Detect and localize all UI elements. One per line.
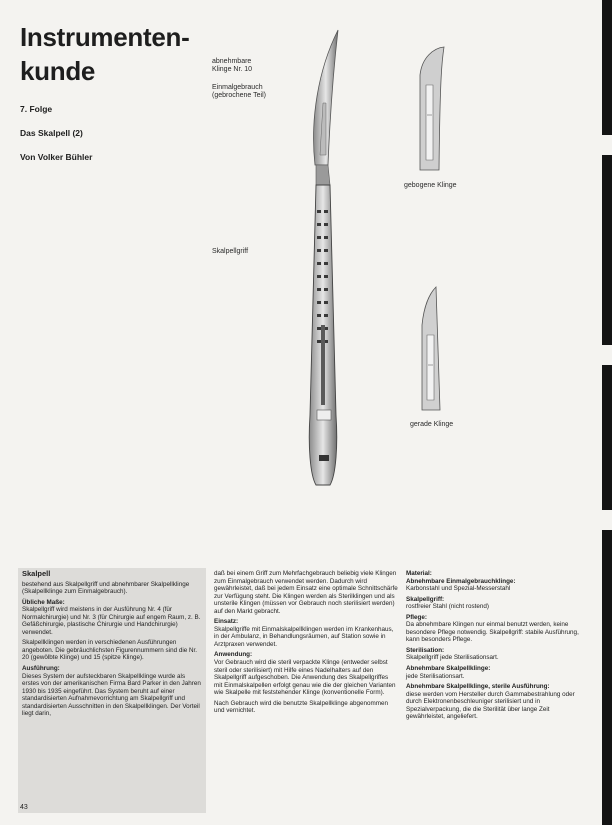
sizes-heading: Übliche Maße: (22, 598, 65, 606)
material-handle-text: rostfreier Stahl (nicht rostend) (406, 603, 489, 611)
material-blade-label: Abnehmbare Einmalgebrauchklinge: (406, 577, 516, 585)
right-column (406, 570, 586, 724)
sidebar-heading: Skalpell (22, 569, 51, 578)
middle-column (214, 570, 398, 718)
sterilisation-special-label: Abnehmbare Skalpellklinge, sterile Ausführung: (406, 683, 550, 691)
punch-hole (585, 345, 612, 365)
label-curved-blade: gebogene Klinge (404, 182, 457, 189)
title-line-2: kunde (20, 56, 96, 86)
after-use-text: Nach Gebrauch wird die benutzte Skalpellklinge abgenommen und vernichtet. (214, 699, 388, 715)
author-line: Von Volker Bühler (20, 152, 93, 162)
label-handle: Skalpellgriff (212, 248, 249, 255)
blades-text: Skalpellklingen werden in verschiedenen Ausführungen angeboten. Die gebräuchlichsten Figurennummern sind die Nr. 20 (gewölbte Klinge) und 15 (spitze Klinge). (22, 639, 198, 662)
sterilisation-heading: Sterilisation: (406, 646, 445, 654)
label-blade: abnehmbare Klinge Nr. 10 (212, 58, 253, 73)
sterilisation-blade-label: Abnehmbare Skalpellklinge: (406, 665, 491, 673)
sterilisation-blade-text: jede Sterilisationsart. (406, 672, 465, 680)
punch-hole (585, 510, 612, 530)
use-heading: Einsatz: (214, 618, 239, 626)
series-label: 7. Folge (20, 104, 53, 114)
care-heading: Pflege: (406, 613, 427, 621)
scalpel-illustration (290, 25, 370, 500)
care-text: Da abnehmbare Klingen nur einmal benutzt werden, keine besondere Pflege notwendig. Skalpellgriff: stabile Ausführung, kann besonders Pflege. (406, 621, 579, 644)
punch-hole (585, 135, 612, 155)
material-blade-text: Karbonstahl und Spezial-Messerstahl (406, 585, 511, 593)
use-text: Skalpellgriffe mit Einmalskalpellklingen werden im Krankenhaus, in der Ambulanz, in Behandlungsräumen, auf Station sowie in Arztpraxen verwendet. (214, 625, 394, 648)
application-text: Vor Gebrauch wird die steril verpackte Klinge (entweder selbst steril oder sterilisiert) mit Hilfe eines Nadelhalters auf den Skalpellgriff aufgeschoben. Die Anwendung des Skalpellgriffes mit Einmalskalpellen erfolgt genau wie die der gleichen Varianten wie Skalpelle mit feststehender Klinge (konventionelle Form). (214, 659, 396, 697)
title-line-1: Instrumenten- (20, 22, 190, 52)
page-number: 43 (20, 804, 28, 811)
sidebar-intro: bestehend aus Skalpellgriff und abnehmbarer Skalpellklinge (Skalpellklinge zum Einmalgebrauch). (22, 580, 190, 596)
binder-edge (602, 0, 612, 825)
material-heading: Material: (406, 570, 432, 577)
sizes-text: Skalpellgriff wird meistens in der Ausführung Nr. 4 (für Normalchirurgie) und Nr. 3 (für Chirurgie auf engem Raum, z. B. Gefäßchirurgie, plastische Chirurgie und Handchirurgie) verwendet. (22, 606, 201, 636)
middle-paragraph-1: daß bei einem Griff zum Mehrfachgebrauch beliebig viele Klingen zum Einmalgebrauch verwendet werden. Dadurch wird gewährleistet, daß bei jedem Einsatz eine optimale Schnittschärfe zur Verfügung steht. Die Klingen werden als Sterilklingen und als unsterile Klingen (müssen vor Gebrauch noch sterilisiert werden) auf den Markt gebracht. (214, 570, 398, 615)
label-straight-blade: gerade Klinge (410, 421, 454, 428)
label-handle-part: Einmalgebrauch (gebrochene Teil) (212, 84, 266, 99)
application-heading: Anwendung: (214, 651, 253, 659)
sterilisation-text: Skalpellgriff jede Sterilisationsart. (406, 654, 499, 662)
straight-blade-illustration (414, 285, 444, 415)
article-subtitle: Das Skalpell (2) (20, 128, 83, 138)
design-heading: Ausführung: (22, 665, 60, 673)
design-text: Dieses System der aufsteckbaren Skalpellklinge wurde als erstes von der amerikanischen Firma Bard Parker in den Jahren 1930 bis 1935 eingeführt. Das System beruht auf einer standardisierten Aufnahmevorrichtung am Skalpellgriff und standardisierten Ausschnitten in den Skalpellklingen. Der Vorteil liegt darin, (22, 672, 201, 718)
sterilisation-special-text: diese werden vom Hersteller durch Gammabestrahlung oder durch Elektronenbeschleuniger sterilisiert und in Spezialverpackung, die die Sterilität über lange Zeit gewährleistet, angeliefert. (406, 690, 575, 721)
material-handle-label: Skalpellgriff: (406, 595, 445, 603)
article-title (20, 20, 189, 88)
curved-blade-illustration (412, 45, 447, 175)
sidebar-text (22, 570, 202, 721)
